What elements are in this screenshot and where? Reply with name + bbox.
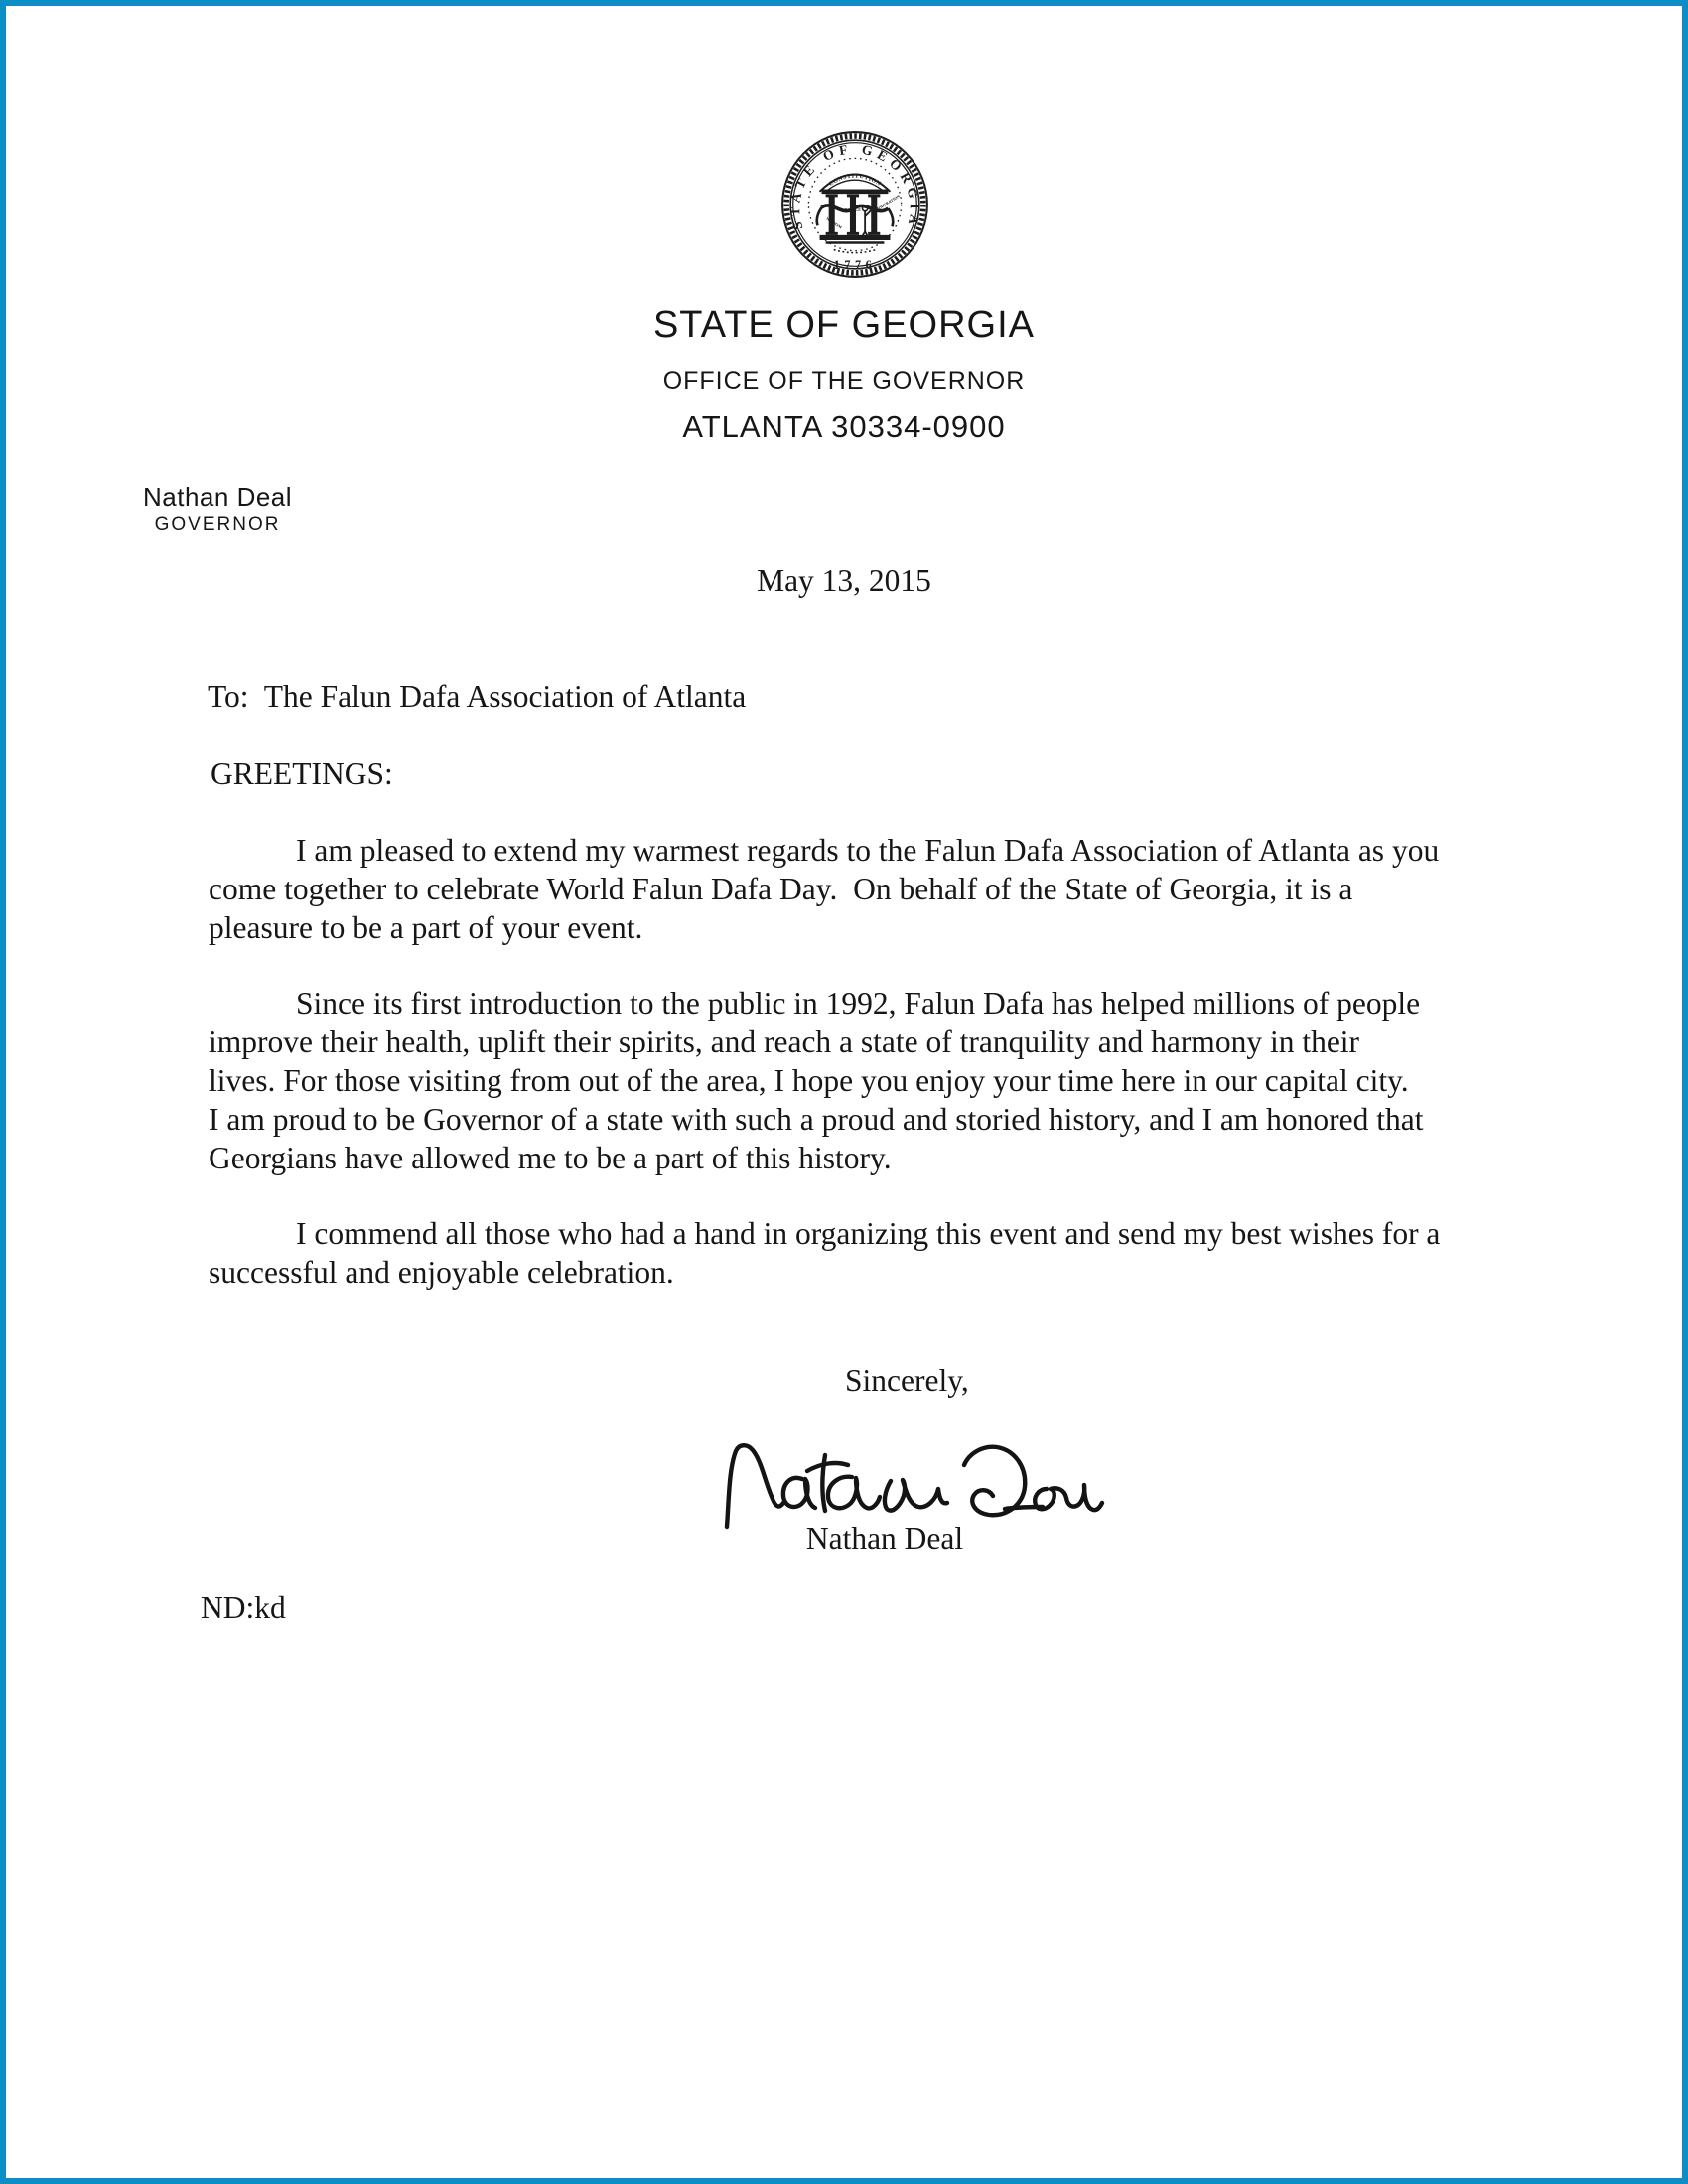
official-name: Nathan Deal bbox=[143, 482, 293, 512]
salutation: GREETINGS: bbox=[211, 756, 393, 791]
letterhead-address-line: ATLANTA 30334-0900 bbox=[682, 409, 1006, 444]
paragraph-2 bbox=[209, 984, 1599, 1177]
letter-date: May 13, 2015 bbox=[757, 563, 931, 598]
body-line: I am proud to be Governor of a state with such a proud and storied history, and I am honored that bbox=[209, 1102, 1424, 1137]
body-line: Georgians have allowed me to be a part of this history. bbox=[209, 1141, 892, 1175]
seal-ring-text: STATE OF GEORGIA bbox=[787, 141, 922, 232]
body-line: Since its first introduction to the public in 1992, Falun Dafa has helped millions of people bbox=[296, 986, 1421, 1021]
seal-banner-word-moderation: MODERATION bbox=[874, 193, 901, 212]
paragraph-3 bbox=[209, 1214, 1599, 1292]
official-name-block bbox=[143, 482, 292, 536]
seal-arch-text: CONSTITUTION bbox=[828, 173, 882, 188]
georgia-state-seal-icon bbox=[779, 127, 930, 282]
body-line: lives. For those visiting from out of the area, I hope you enjoy your time here in our capital city. bbox=[209, 1063, 1409, 1098]
letter-body bbox=[209, 831, 1599, 1292]
seal-year: 1776 bbox=[833, 257, 877, 272]
body-line: pleasure to be a part of your event. bbox=[209, 910, 643, 945]
seal-banner-word-justice: JUSTICE bbox=[843, 207, 861, 213]
seal-banner-word-wisdom: WISDOM bbox=[825, 215, 843, 230]
body-line: come together to celebrate World Falun Dafa Day. On behalf of the State of Georgia, it is a bbox=[209, 872, 1353, 906]
seal-svg bbox=[779, 127, 930, 282]
body-line: improve their health, uplift their spirits, and reach a state of tranquility and harmony in their bbox=[209, 1024, 1360, 1059]
closing: Sincerely, bbox=[845, 1363, 969, 1398]
letterhead-office-line: OFFICE OF THE GOVERNOR bbox=[662, 367, 1026, 395]
reference-initials: ND:kd bbox=[201, 1590, 286, 1625]
body-line: I commend all those who had a hand in organizing this event and send my best wishes for a bbox=[296, 1216, 1441, 1251]
official-title: GOVERNOR bbox=[154, 514, 281, 535]
letterhead-state-name: STATE OF GEORGIA bbox=[652, 304, 1036, 345]
paragraph-1 bbox=[209, 831, 1599, 947]
typed-signature-name: Nathan Deal bbox=[805, 1521, 964, 1556]
recipient-line: To: The Falun Dafa Association of Atlanta bbox=[208, 679, 747, 714]
body-line: successful and enjoyable celebration. bbox=[209, 1255, 674, 1290]
body-line: I am pleased to extend my warmest regards to the Falun Dafa Association of Atlanta as you bbox=[296, 833, 1440, 868]
